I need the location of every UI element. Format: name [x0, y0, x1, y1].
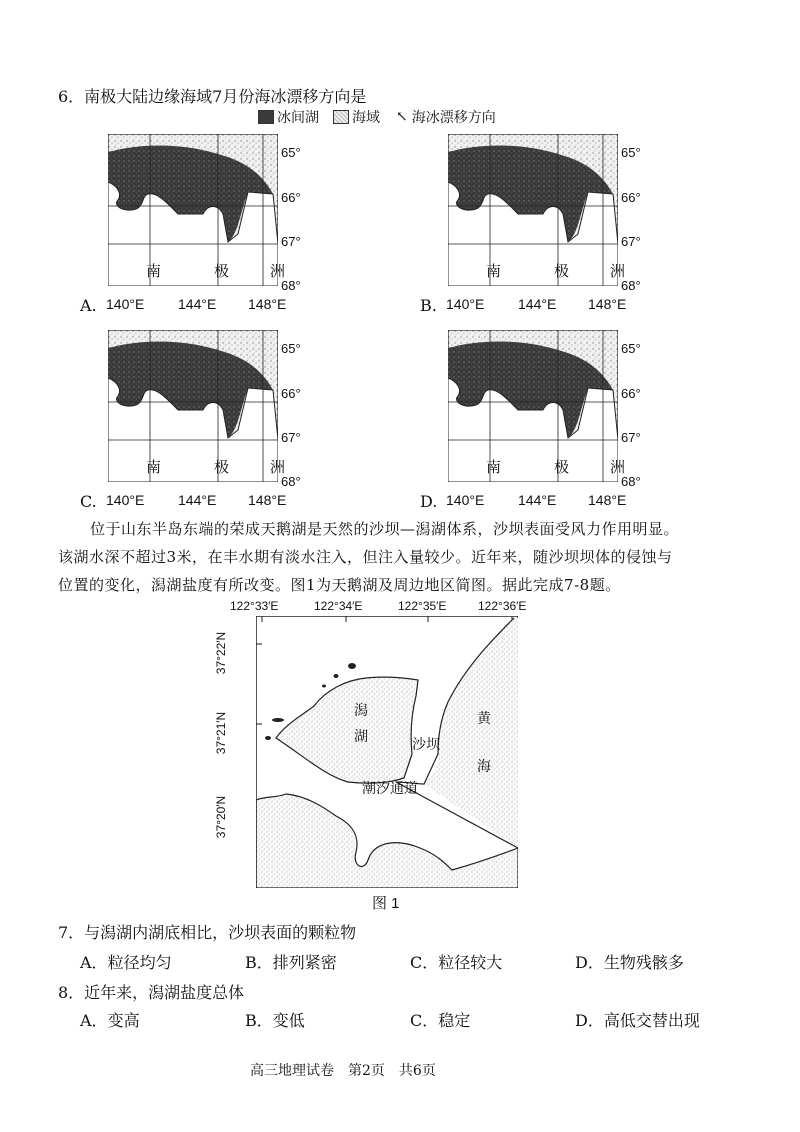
- lon-140: 140°E: [106, 296, 145, 312]
- tidal-channel-label: 潮汐通道: [362, 781, 418, 797]
- page-footer: 高三地理试卷 第2页 共6页: [250, 1063, 436, 1079]
- option-text: 高低交替出现: [603, 1011, 700, 1030]
- q6-legend: [258, 107, 496, 127]
- continent-char-2: 极: [554, 458, 570, 476]
- option-text: 生物残骸多: [603, 953, 684, 972]
- lon-140: 140°E: [106, 492, 145, 508]
- q8-option-c: [410, 1008, 470, 1031]
- yellow-sea-label-2: 海: [477, 759, 491, 775]
- lat-68: 68°: [281, 278, 301, 293]
- lat-66: 66°: [621, 190, 641, 205]
- lon-144: 144°E: [518, 492, 557, 508]
- map-c-graphic: [108, 330, 278, 482]
- lon-148: 148°E: [248, 296, 287, 312]
- q8-option-b: [245, 1008, 305, 1031]
- lat-66: 66°: [621, 386, 641, 401]
- lagoon-label-2: 湖: [354, 729, 368, 745]
- q8-stem: 8．近年来，潟湖盐度总体: [58, 983, 245, 1002]
- q8-option-d: [575, 1008, 700, 1031]
- q7-option-a: [80, 950, 172, 973]
- lat-65: 65°: [621, 341, 641, 356]
- continent-char-3: 洲: [270, 458, 286, 476]
- option-text: 排列紧密: [272, 953, 337, 972]
- continent-char-2: 极: [214, 262, 230, 280]
- q7-option-d: [575, 950, 684, 973]
- map-b-graphic: [448, 134, 618, 286]
- lat-67: 67°: [281, 234, 301, 249]
- sea-swatch: [333, 110, 349, 124]
- sandbar-label: 沙坝: [412, 737, 440, 753]
- figure-1: [214, 596, 542, 916]
- continent-char-1: 南: [146, 458, 162, 476]
- lon-tick-2: 122°34′E: [314, 599, 363, 613]
- lat-tick-1: 37°22′N: [214, 631, 229, 675]
- figure-caption: 图 1: [372, 895, 400, 912]
- lat-65: 65°: [281, 145, 301, 160]
- legend-lake-label: 冰间湖: [277, 110, 319, 126]
- lon-140: 140°E: [446, 296, 485, 312]
- lon-144: 144°E: [518, 296, 557, 312]
- lon-148: 148°E: [248, 492, 287, 508]
- lat-65: 65°: [621, 145, 641, 160]
- lat-67: 67°: [281, 430, 301, 445]
- option-letter: D．: [575, 1011, 604, 1030]
- lat-67: 67°: [621, 430, 641, 445]
- lat-65: 65°: [281, 341, 301, 356]
- option-letter: C．: [410, 953, 439, 972]
- continent-char-2: 极: [214, 458, 230, 476]
- lat-68: 68°: [621, 474, 641, 489]
- q7-stem: 7．与潟湖内湖底相比，沙坝表面的颗粒物: [58, 923, 357, 942]
- lagoon-label-1: 潟: [354, 703, 368, 719]
- option-letter: A.: [80, 296, 97, 315]
- continent-char-3: 洲: [610, 262, 626, 280]
- lat-66: 66°: [281, 386, 301, 401]
- q7-option-b: [245, 950, 337, 973]
- option-letter: A．: [80, 1011, 108, 1030]
- continent-char-1: 南: [486, 262, 502, 280]
- passage-line-1: 位于山东半岛东端的荣成天鹅湖是天然的沙坝—潟湖体系，沙坝表面受风力作用明显。: [90, 520, 680, 538]
- map-option-d: [420, 330, 680, 510]
- option-letter: B.: [420, 296, 437, 315]
- option-letter: C.: [80, 492, 97, 511]
- option-text: 变高: [107, 1011, 140, 1030]
- option-letter: D．: [575, 953, 604, 972]
- option-letter: A．: [80, 953, 108, 972]
- lake-swatch: [258, 110, 274, 124]
- continent-char-1: 南: [486, 458, 502, 476]
- map-option-a: [80, 134, 320, 314]
- continent-char-3: 洲: [610, 458, 626, 476]
- legend-sea-label: 海域: [352, 110, 380, 126]
- option-letter: B．: [245, 953, 273, 972]
- lon-148: 148°E: [588, 296, 627, 312]
- lat-tick-2: 37°21′N: [214, 711, 229, 755]
- continent-char-3: 洲: [270, 262, 286, 280]
- passage-line-2: 该湖水深不超过3米，在丰水期有淡水注入，但注入量较少。近年来，随沙坝坝体的侵蚀与: [58, 548, 673, 566]
- drift-arrow-icon: ↖: [396, 109, 408, 125]
- option-letter: C．: [410, 1011, 439, 1030]
- lon-tick-4: 122°36′E: [478, 599, 527, 613]
- q7-option-c: [410, 950, 502, 973]
- lat-66: 66°: [281, 190, 301, 205]
- passage-line-3: 位置的变化，潟湖盐度有所改变。图1为天鹅湖及周边地区简图。据此完成7-8题。: [58, 576, 621, 594]
- option-text: 稳定: [438, 1011, 471, 1030]
- figure-1-map-graphic: [256, 616, 518, 888]
- lon-140: 140°E: [446, 492, 485, 508]
- option-letter: B．: [245, 1011, 273, 1030]
- q8-option-a: [80, 1008, 140, 1031]
- map-d-graphic: [448, 330, 618, 482]
- lon-144: 144°E: [178, 296, 217, 312]
- lat-67: 67°: [621, 234, 641, 249]
- map-option-c: [80, 330, 320, 510]
- lat-tick-3: 37°20′N: [214, 795, 229, 839]
- legend-drift-label: 海冰漂移方向: [411, 110, 496, 126]
- lon-148: 148°E: [588, 492, 627, 508]
- map-option-b: [420, 134, 680, 314]
- continent-char-2: 极: [554, 262, 570, 280]
- lon-tick-1: 122°33′E: [230, 599, 279, 613]
- option-letter: D.: [420, 492, 438, 511]
- map-a-graphic: [108, 134, 278, 286]
- lon-144: 144°E: [178, 492, 217, 508]
- yellow-sea-label-1: 黄: [477, 711, 491, 727]
- option-text: 变低: [272, 1011, 305, 1030]
- continent-char-1: 南: [146, 262, 162, 280]
- lat-68: 68°: [621, 278, 641, 293]
- lon-tick-3: 122°35′E: [398, 599, 447, 613]
- lat-68: 68°: [281, 474, 301, 489]
- option-text: 粒径均匀: [107, 953, 172, 972]
- option-text: 粒径较大: [438, 953, 503, 972]
- q6-stem: 6．南极大陆边缘海域7月份海冰漂移方向是: [58, 87, 367, 106]
